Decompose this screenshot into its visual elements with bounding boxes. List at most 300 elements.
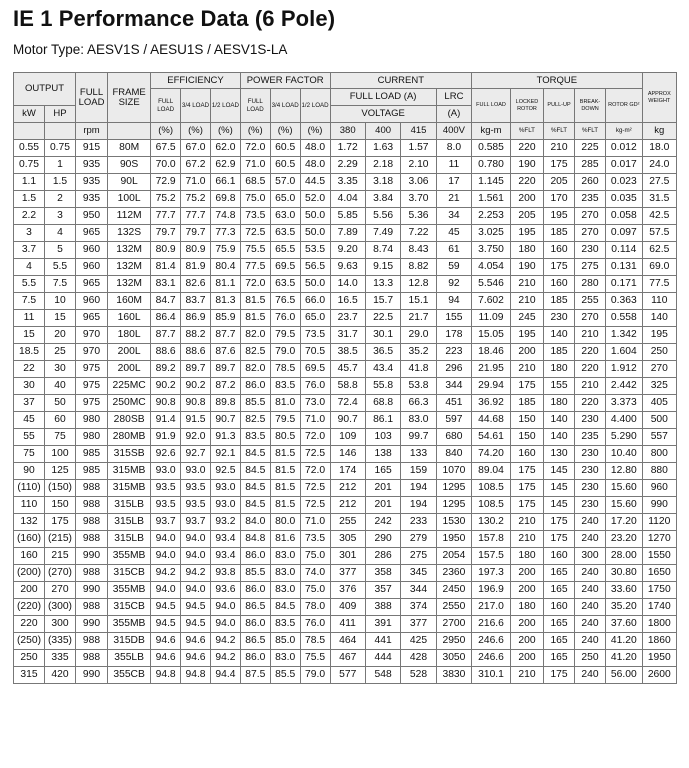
table-row — [14, 191, 677, 208]
cell-pf-full: 85.5 — [240, 565, 270, 582]
cell-pf-34: 84.5 — [270, 599, 300, 616]
cell-lrc: 3830 — [436, 667, 471, 684]
cell-rotor-gd2: 12.80 — [606, 463, 643, 480]
cell-lrc: 178 — [436, 327, 471, 344]
cell-eff-34: 94.6 — [181, 633, 211, 650]
cell-hp: 10 — [44, 293, 75, 310]
cell-hp: 2 — [44, 191, 75, 208]
cell-eff-34: 94.8 — [181, 667, 211, 684]
cell-kw: (200) — [14, 565, 45, 582]
cell-hp: 420 — [44, 667, 75, 684]
cell-eff-12: 93.8 — [210, 565, 240, 582]
cell-rotor-gd2: 0.017 — [606, 157, 643, 174]
table-row — [14, 276, 677, 293]
cell-eff-full: 90.2 — [151, 378, 181, 395]
cell-eff-12: 75.9 — [210, 242, 240, 259]
cell-lrc: 1950 — [436, 531, 471, 548]
cell-break-down: 240 — [575, 565, 606, 582]
cell-pull-up: 145 — [544, 497, 575, 514]
cell-weight: 1860 — [642, 633, 676, 650]
cell-eff-12: 69.8 — [210, 191, 240, 208]
cell-hp: 7.5 — [44, 276, 75, 293]
cell-break-down: 220 — [575, 395, 606, 412]
cell-pf-34: 78.5 — [270, 361, 300, 378]
cell-pf-full: 73.5 — [240, 208, 270, 225]
cell-lrc: 155 — [436, 310, 471, 327]
cell-torque-full: 196.9 — [472, 582, 511, 599]
cell-cur-400: 68.8 — [365, 395, 400, 412]
cell-cur-400: 22.5 — [365, 310, 400, 327]
cell-eff-full: 87.7 — [151, 327, 181, 344]
cell-rotor-gd2: 0.114 — [606, 242, 643, 259]
cell-cur-380: 146 — [330, 446, 365, 463]
cell-pf-34: 81.5 — [270, 480, 300, 497]
cell-rotor-gd2: 15.60 — [606, 497, 643, 514]
cell-rotor-gd2: 0.012 — [606, 140, 643, 157]
cell-cur-380: 411 — [330, 616, 365, 633]
cell-pf-12: 72.5 — [300, 497, 330, 514]
cell-rotor-gd2: 0.171 — [606, 276, 643, 293]
cell-cur-380: 14.0 — [330, 276, 365, 293]
cell-eff-full: 75.2 — [151, 191, 181, 208]
cell-eff-full: 91.4 — [151, 412, 181, 429]
cell-break-down: 240 — [575, 582, 606, 599]
cell-pull-up: 230 — [544, 310, 575, 327]
cell-cur-380: 45.7 — [330, 361, 365, 378]
cell-rpm: 990 — [75, 582, 107, 599]
cell-eff-full: 84.7 — [151, 293, 181, 310]
cell-torque-full: 3.025 — [472, 225, 511, 242]
cell-hp: 50 — [44, 395, 75, 412]
cell-eff-12: 94.2 — [210, 650, 240, 667]
cell-pf-12: 44.5 — [300, 174, 330, 191]
cell-pull-up: 140 — [544, 327, 575, 344]
cell-torque-full: 0.780 — [472, 157, 511, 174]
cell-pf-12: 66.0 — [300, 293, 330, 310]
header-approx-weight: APPROX WEIGHT — [642, 73, 676, 123]
cell-kw: 1.1 — [14, 174, 45, 191]
header-eff-12-load: 1/2 LOAD — [210, 89, 240, 123]
table-row — [14, 361, 677, 378]
cell-hp: 175 — [44, 514, 75, 531]
cell-eff-12: 93.0 — [210, 480, 240, 497]
cell-eff-34: 88.2 — [181, 327, 211, 344]
table-row — [14, 327, 677, 344]
cell-rotor-gd2: 2.442 — [606, 378, 643, 395]
cell-locked-rotor: 200 — [510, 191, 543, 208]
cell-rpm: 950 — [75, 208, 107, 225]
cell-kw: 2.2 — [14, 208, 45, 225]
cell-torque-full: 108.5 — [472, 497, 511, 514]
cell-pf-12: 50.0 — [300, 208, 330, 225]
cell-cur-400: 358 — [365, 565, 400, 582]
cell-rpm: 988 — [75, 650, 107, 667]
cell-cur-380: 305 — [330, 531, 365, 548]
header-current: CURRENT — [330, 73, 472, 89]
cell-eff-12: 93.6 — [210, 582, 240, 599]
cell-lrc: 2700 — [436, 616, 471, 633]
table-row — [14, 429, 677, 446]
cell-eff-12: 62.0 — [210, 140, 240, 157]
cell-locked-rotor: 210 — [510, 361, 543, 378]
cell-kw: 5.5 — [14, 276, 45, 293]
cell-rpm: 988 — [75, 633, 107, 650]
cell-cur-415: 233 — [401, 514, 436, 531]
cell-eff-12: 62.9 — [210, 157, 240, 174]
cell-hp: 30 — [44, 361, 75, 378]
cell-rpm: 960 — [75, 293, 107, 310]
cell-rotor-gd2: 41.20 — [606, 633, 643, 650]
cell-rpm: 985 — [75, 446, 107, 463]
cell-torque-full: 216.6 — [472, 616, 511, 633]
cell-pull-up: 170 — [544, 191, 575, 208]
cell-cur-400: 201 — [365, 497, 400, 514]
cell-pf-34: 85.5 — [270, 667, 300, 684]
cell-eff-full: 94.0 — [151, 582, 181, 599]
cell-rpm: 990 — [75, 616, 107, 633]
cell-pf-full: 84.0 — [240, 514, 270, 531]
cell-cur-380: 255 — [330, 514, 365, 531]
cell-eff-34: 86.9 — [181, 310, 211, 327]
cell-hp: 100 — [44, 446, 75, 463]
cell-locked-rotor: 220 — [510, 140, 543, 157]
table-row — [14, 616, 677, 633]
header-eff-34-load: 3/4 LOAD — [181, 89, 211, 123]
cell-rotor-gd2: 0.558 — [606, 310, 643, 327]
cell-cur-415: 5.36 — [401, 208, 436, 225]
cell-rpm: 970 — [75, 344, 107, 361]
cell-pull-up: 175 — [544, 157, 575, 174]
header-unit-flt: %FLT — [544, 123, 575, 140]
cell-pf-full: 86.5 — [240, 633, 270, 650]
cell-locked-rotor: 205 — [510, 208, 543, 225]
header-pct: (%) — [270, 123, 300, 140]
table-row — [14, 667, 677, 684]
cell-weight: 2600 — [642, 667, 676, 684]
cell-cur-380: 90.7 — [330, 412, 365, 429]
cell-cur-380: 1.72 — [330, 140, 365, 157]
cell-cur-380: 72.4 — [330, 395, 365, 412]
cell-kw: 15 — [14, 327, 45, 344]
cell-eff-12: 93.4 — [210, 548, 240, 565]
cell-pull-up: 175 — [544, 531, 575, 548]
cell-pf-full: 81.5 — [240, 310, 270, 327]
cell-lrc: 2450 — [436, 582, 471, 599]
cell-torque-full: 11.09 — [472, 310, 511, 327]
cell-cur-380: 9.63 — [330, 259, 365, 276]
cell-weight: 1950 — [642, 650, 676, 667]
cell-cur-400: 290 — [365, 531, 400, 548]
cell-pf-12: 65.0 — [300, 310, 330, 327]
cell-cur-380: 212 — [330, 497, 365, 514]
cell-weight: 1270 — [642, 531, 676, 548]
cell-eff-34: 90.8 — [181, 395, 211, 412]
cell-eff-12: 87.2 — [210, 378, 240, 395]
cell-locked-rotor: 175 — [510, 463, 543, 480]
cell-break-down: 240 — [575, 667, 606, 684]
cell-pf-12: 69.5 — [300, 361, 330, 378]
cell-torque-full: 1.145 — [472, 174, 511, 191]
cell-lrc: 94 — [436, 293, 471, 310]
cell-hp: (270) — [44, 565, 75, 582]
cell-cur-400: 8.74 — [365, 242, 400, 259]
cell-pf-34: 76.5 — [270, 293, 300, 310]
cell-hp: (150) — [44, 480, 75, 497]
cell-torque-full: 2.253 — [472, 208, 511, 225]
cell-cur-415: 1.57 — [401, 140, 436, 157]
cell-eff-full: 83.1 — [151, 276, 181, 293]
cell-pull-up: 165 — [544, 650, 575, 667]
cell-cur-415: 377 — [401, 616, 436, 633]
header-unit-kgm2: kg-m² — [606, 123, 643, 140]
cell-weight: 27.5 — [642, 174, 676, 191]
cell-cur-380: 376 — [330, 582, 365, 599]
cell-cur-415: 21.7 — [401, 310, 436, 327]
cell-rotor-gd2: 0.131 — [606, 259, 643, 276]
cell-cur-415: 66.3 — [401, 395, 436, 412]
cell-eff-12: 85.9 — [210, 310, 240, 327]
table-body — [14, 140, 677, 684]
cell-locked-rotor: 210 — [510, 276, 543, 293]
cell-eff-full: 79.7 — [151, 225, 181, 242]
cell-rotor-gd2: 1.342 — [606, 327, 643, 344]
cell-cur-380: 212 — [330, 480, 365, 497]
cell-cur-400: 2.18 — [365, 157, 400, 174]
cell-kw: (250) — [14, 633, 45, 650]
cell-locked-rotor: 150 — [510, 412, 543, 429]
cell-weight: 140 — [642, 310, 676, 327]
cell-cur-380: 109 — [330, 429, 365, 446]
cell-weight: 110 — [642, 293, 676, 310]
cell-hp: 5.5 — [44, 259, 75, 276]
cell-pull-up: 165 — [544, 582, 575, 599]
cell-rpm: 990 — [75, 667, 107, 684]
cell-pf-34: 80.5 — [270, 429, 300, 446]
cell-eff-full: 93.5 — [151, 480, 181, 497]
cell-kw: 22 — [14, 361, 45, 378]
cell-frame: 355MB — [108, 616, 151, 633]
header-pf-12-load: 1/2 LOAD — [300, 89, 330, 123]
header-unit-kgm: kg-m — [472, 123, 511, 140]
cell-lrc: 34 — [436, 208, 471, 225]
cell-torque-full: 7.602 — [472, 293, 511, 310]
cell-eff-34: 90.2 — [181, 378, 211, 395]
table-row — [14, 395, 677, 412]
header-hp: HP — [44, 106, 75, 123]
cell-eff-12: 94.2 — [210, 633, 240, 650]
cell-rpm: 975 — [75, 395, 107, 412]
cell-eff-12: 74.8 — [210, 208, 240, 225]
cell-cur-380: 9.20 — [330, 242, 365, 259]
cell-eff-full: 94.0 — [151, 548, 181, 565]
cell-hp: 1 — [44, 157, 75, 174]
cell-frame: 280MB — [108, 429, 151, 446]
cell-pf-full: 68.5 — [240, 174, 270, 191]
table-row — [14, 650, 677, 667]
cell-break-down: 230 — [575, 480, 606, 497]
cell-cur-380: 16.5 — [330, 293, 365, 310]
table-row — [14, 344, 677, 361]
cell-weight: 1120 — [642, 514, 676, 531]
cell-cur-400: 388 — [365, 599, 400, 616]
cell-frame: 315CB — [108, 599, 151, 616]
cell-pf-34: 81.5 — [270, 497, 300, 514]
cell-pf-12: 52.0 — [300, 191, 330, 208]
cell-rotor-gd2: 1.604 — [606, 344, 643, 361]
cell-eff-34: 67.0 — [181, 140, 211, 157]
header-pct: (%) — [210, 123, 240, 140]
cell-pf-full: 81.5 — [240, 293, 270, 310]
cell-eff-full: 81.4 — [151, 259, 181, 276]
cell-break-down: 235 — [575, 429, 606, 446]
cell-cur-415: 8.43 — [401, 242, 436, 259]
cell-rotor-gd2: 0.097 — [606, 225, 643, 242]
cell-lrc: 451 — [436, 395, 471, 412]
cell-pf-34: 83.5 — [270, 616, 300, 633]
cell-pull-up: 175 — [544, 667, 575, 684]
cell-hp: (335) — [44, 633, 75, 650]
cell-frame: 355LB — [108, 650, 151, 667]
cell-locked-rotor: 175 — [510, 497, 543, 514]
cell-weight: 18.0 — [642, 140, 676, 157]
cell-torque-full: 0.585 — [472, 140, 511, 157]
cell-pf-34: 63.0 — [270, 208, 300, 225]
table-row — [14, 259, 677, 276]
cell-eff-12: 87.7 — [210, 327, 240, 344]
cell-break-down: 230 — [575, 497, 606, 514]
cell-pf-12: 76.0 — [300, 616, 330, 633]
cell-pf-12: 50.0 — [300, 276, 330, 293]
cell-pf-34: 83.0 — [270, 650, 300, 667]
cell-cur-380: 409 — [330, 599, 365, 616]
cell-eff-34: 94.5 — [181, 616, 211, 633]
cell-lrc: 61 — [436, 242, 471, 259]
cell-eff-34: 77.7 — [181, 208, 211, 225]
cell-weight: 250 — [642, 344, 676, 361]
cell-cur-380: 5.85 — [330, 208, 365, 225]
cell-kw: (160) — [14, 531, 45, 548]
cell-cur-415: 194 — [401, 480, 436, 497]
cell-frame: 112M — [108, 208, 151, 225]
cell-break-down: 230 — [575, 446, 606, 463]
cell-pf-34: 81.0 — [270, 395, 300, 412]
cell-cur-400: 548 — [365, 667, 400, 684]
cell-frame: 90S — [108, 157, 151, 174]
cell-rpm: 975 — [75, 361, 107, 378]
cell-cur-400: 30.1 — [365, 327, 400, 344]
cell-pf-12: 53.5 — [300, 242, 330, 259]
cell-frame: 160L — [108, 310, 151, 327]
cell-rotor-gd2: 17.20 — [606, 514, 643, 531]
cell-lrc: 2054 — [436, 548, 471, 565]
cell-eff-34: 91.5 — [181, 412, 211, 429]
cell-cur-380: 301 — [330, 548, 365, 565]
cell-cur-400: 441 — [365, 633, 400, 650]
cell-locked-rotor: 195 — [510, 327, 543, 344]
cell-torque-full: 130.2 — [472, 514, 511, 531]
cell-pf-full: 86.0 — [240, 548, 270, 565]
cell-hp: 40 — [44, 378, 75, 395]
cell-eff-34: 80.9 — [181, 242, 211, 259]
cell-pull-up: 175 — [544, 259, 575, 276]
cell-torque-full: 36.92 — [472, 395, 511, 412]
cell-rpm: 985 — [75, 463, 107, 480]
cell-locked-rotor: 200 — [510, 582, 543, 599]
cell-frame: 200L — [108, 361, 151, 378]
cell-pf-34: 80.0 — [270, 514, 300, 531]
cell-cur-415: 275 — [401, 548, 436, 565]
header-volt-415: 415 — [401, 123, 436, 140]
cell-pf-34: 83.0 — [270, 582, 300, 599]
cell-pf-full: 82.0 — [240, 361, 270, 378]
cell-eff-34: 67.2 — [181, 157, 211, 174]
cell-locked-rotor: 200 — [510, 344, 543, 361]
cell-cur-415: 29.0 — [401, 327, 436, 344]
cell-rotor-gd2: 0.363 — [606, 293, 643, 310]
cell-hp: 215 — [44, 548, 75, 565]
cell-pf-full: 82.0 — [240, 327, 270, 344]
cell-eff-34: 94.6 — [181, 650, 211, 667]
cell-cur-400: 444 — [365, 650, 400, 667]
cell-cur-380: 577 — [330, 667, 365, 684]
cell-hp: 125 — [44, 463, 75, 480]
cell-pf-full: 75.0 — [240, 191, 270, 208]
cell-kw: 160 — [14, 548, 45, 565]
cell-weight: 1550 — [642, 548, 676, 565]
cell-cur-400: 1.63 — [365, 140, 400, 157]
cell-kw: 11 — [14, 310, 45, 327]
cell-torque-full: 157.8 — [472, 531, 511, 548]
cell-eff-12: 92.1 — [210, 446, 240, 463]
cell-rotor-gd2: 3.373 — [606, 395, 643, 412]
table-row — [14, 582, 677, 599]
cell-locked-rotor: 210 — [510, 293, 543, 310]
cell-pf-12: 75.5 — [300, 650, 330, 667]
cell-eff-34: 94.0 — [181, 582, 211, 599]
cell-hp: 5 — [44, 242, 75, 259]
cell-kw: 3.7 — [14, 242, 45, 259]
cell-eff-full: 94.6 — [151, 633, 181, 650]
cell-pull-up: 165 — [544, 633, 575, 650]
cell-torque-full: 1.561 — [472, 191, 511, 208]
header-lrc: LRC — [436, 89, 471, 106]
table-row — [14, 412, 677, 429]
cell-lrc: 3050 — [436, 650, 471, 667]
cell-pf-34: 76.0 — [270, 310, 300, 327]
cell-rpm: 980 — [75, 412, 107, 429]
motor-type-subtitle: Motor Type: AESV1S / AESU1S / AESV1S-LA — [13, 42, 288, 57]
cell-hp: 150 — [44, 497, 75, 514]
cell-pf-34: 79.5 — [270, 412, 300, 429]
cell-eff-34: 71.0 — [181, 174, 211, 191]
cell-pf-34: 85.0 — [270, 633, 300, 650]
cell-hp: 270 — [44, 582, 75, 599]
cell-break-down: 270 — [575, 310, 606, 327]
cell-rotor-gd2: 0.023 — [606, 174, 643, 191]
header-frame-blank — [108, 123, 151, 140]
cell-weight: 270 — [642, 361, 676, 378]
cell-kw: 18.5 — [14, 344, 45, 361]
cell-pf-34: 81.5 — [270, 463, 300, 480]
cell-pf-full: 86.0 — [240, 616, 270, 633]
cell-hp: 1.5 — [44, 174, 75, 191]
cell-eff-12: 77.3 — [210, 225, 240, 242]
cell-rotor-gd2: 30.80 — [606, 565, 643, 582]
cell-pf-34: 57.0 — [270, 174, 300, 191]
cell-break-down: 285 — [575, 157, 606, 174]
cell-lrc: 21 — [436, 191, 471, 208]
cell-lrc: 1070 — [436, 463, 471, 480]
